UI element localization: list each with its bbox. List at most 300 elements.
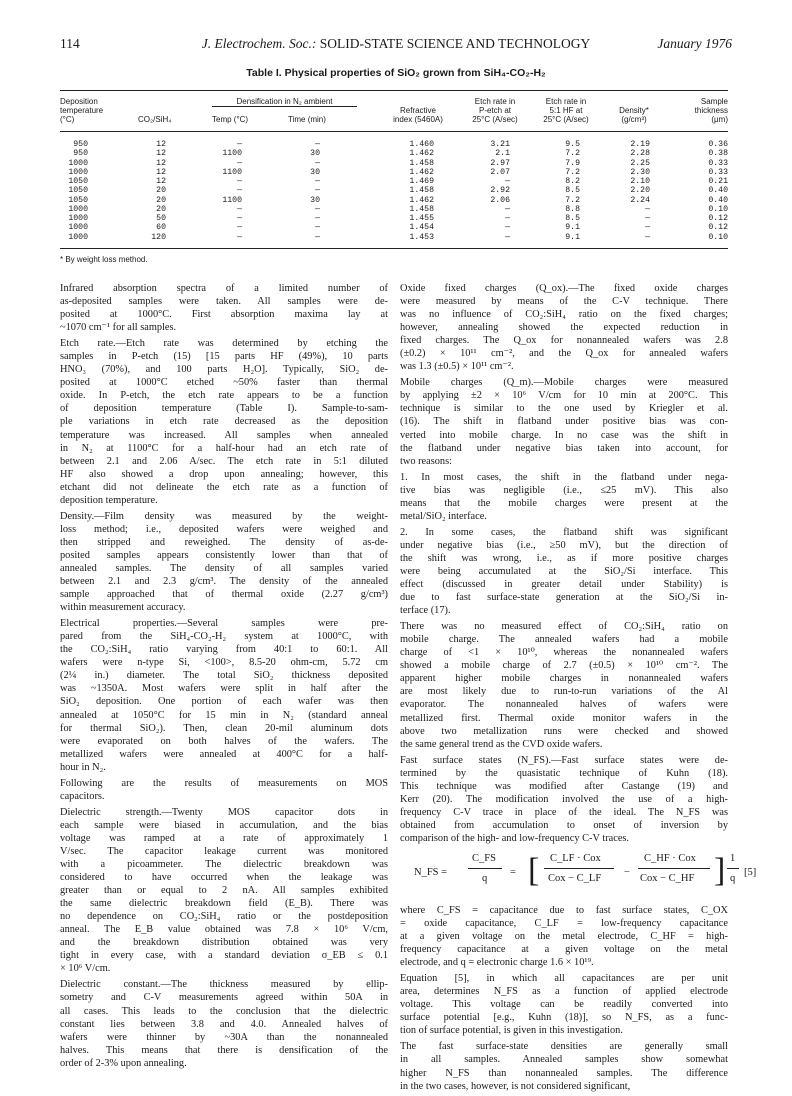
text-line: oxide. In P-etch, the etch rate appears to be a function [60, 390, 388, 402]
text-line: in the two cases, however, is not considered significant, [400, 1080, 631, 1092]
equation-minus: − [624, 866, 630, 878]
text-line: greater than or equal to 2 nA. All samples exhibited [60, 885, 388, 897]
text-line: was no influence of CO₂:SiH₄ ratio on the fixed charges; [400, 309, 728, 321]
text-line: was 1.3 (±0.5) × 10¹¹ cm⁻². [400, 361, 514, 373]
text-line: frequency C-V trace in place of the ideal. The N_FS was [400, 806, 728, 818]
text-line: and the breakdown distribution obtained was very [60, 937, 388, 949]
text-line: terface (17). [400, 605, 451, 617]
text-line: obtained from accumulation to onset of inversion by [400, 819, 728, 831]
text-line: SiO₂ deposition. One portion of each wafer was then [60, 696, 388, 708]
text-line: tight in every case, with a standard deviation σ_EB ≤ 0.1 [60, 950, 388, 962]
column-header-line: Sample [700, 97, 728, 106]
text-line: There was no measured effect of CO₂:SiH₄ ratio on [400, 621, 728, 633]
text-line: Dielectric constant.—The thickness measured by ellip- [60, 979, 388, 991]
table-cell: 60 [156, 223, 166, 233]
paragraph [400, 904, 728, 969]
table-row [60, 159, 728, 168]
column-header-line: Etch rate in [545, 97, 587, 106]
text-line: each sample were biased in accumulation, and the bias [60, 819, 388, 831]
text-line: HNO₃ (70%), and 100 parts H₂O]. Typically, SiO₂ de- [60, 364, 388, 376]
table-cell: — [505, 177, 510, 186]
journal-name: J. Electrochem. Soc.: [201, 36, 317, 51]
text-line: (16). The shift in flatband under positive bias was con- [400, 416, 728, 428]
table-cell: 2.1 [495, 149, 510, 159]
text-line: of deposition temperature (Table I). Sample-to-sam- [60, 403, 388, 415]
equation-left-bracket: [ [528, 851, 540, 889]
table-cell: — [237, 204, 242, 214]
table-footnote: * By weight loss method. [60, 255, 148, 264]
table-cell: 0.10 [708, 204, 728, 214]
table-cell: — [315, 177, 320, 186]
table-cell: 12 [156, 177, 166, 186]
table-cell: 1.455 [409, 214, 434, 223]
text-line: then stripped and reweighed. The density of as-de- [60, 536, 388, 548]
table-cell: 1.469 [409, 177, 434, 186]
table-row [60, 214, 728, 223]
equation-equals: = [510, 866, 516, 878]
column-header-line: Temp (°C) [212, 115, 249, 124]
table-cell: — [315, 232, 320, 242]
running-head [60, 36, 732, 58]
column-header-line: 25°C (A/sec) [472, 115, 518, 124]
text-line: sometry and C-V measurements agreed within 50A in [60, 992, 388, 1004]
column-header-line: Etch rate in [474, 97, 516, 106]
equation-q: q [482, 872, 488, 884]
column-header-line: 25°C (A/sec) [543, 115, 589, 124]
table-cell: 7.2 [565, 195, 580, 205]
text-line: Equation [5], in which all capacitances are per unit [400, 973, 728, 985]
text-line: metallized wafers were annealed at 400°C for a half- [60, 748, 388, 760]
text-line: voltage was ramped at a rate of approximately 1 [60, 832, 388, 844]
paragraph [400, 972, 728, 1037]
text-line: tive bias was negligible (i.e., ≤25 mV). This also [400, 484, 728, 496]
equation-lhs: N_FS = [414, 866, 448, 878]
table-cell: 8.5 [565, 214, 580, 223]
text-line: considered to have occurred when the leakage was [60, 872, 388, 884]
table-cell: 1100 [222, 149, 242, 159]
right-column [400, 282, 757, 1096]
equation-fraction-rule [727, 868, 739, 869]
densification-span-rule [212, 106, 357, 107]
journal-title [60, 36, 732, 52]
text-line: The fast surface-state densities are generally small [400, 1041, 728, 1053]
text-line: deposition temperature. [60, 494, 158, 506]
table-cell: 120 [151, 232, 166, 242]
text-line: HF also showed a drop upon annealing; however, this [60, 468, 388, 480]
table-cell: 2.10 [630, 177, 650, 186]
text-line: comparison of the high- and low-frequency C-V traces. [400, 832, 630, 844]
equation-fraction-rule [638, 868, 710, 869]
text-line: samples in P-etch (15) [15 parts HF (49%), 10 parts [60, 351, 388, 363]
table-cell: 12 [156, 149, 166, 159]
column-header-line: (g/cm³) [621, 115, 647, 124]
table-cell: 2.97 [490, 158, 510, 168]
table-cell: 0.38 [708, 149, 728, 159]
table-body [60, 132, 728, 248]
table-cell: — [237, 186, 242, 196]
text-line: ple variations in etch rate decreased as the deposition [60, 416, 388, 428]
table-cell: 1050 [68, 177, 88, 186]
paragraph [60, 978, 388, 1069]
text-line: evaporator. The nonannealed halves of wafers were [400, 699, 728, 711]
text-line: capacitors. [60, 790, 105, 802]
table-cell: 20 [156, 195, 166, 205]
text-line: was ~1350A. Most wafers were split in half after the [60, 683, 388, 695]
text-line: etchant did not delineate the etch rate as a function of [60, 481, 388, 493]
text-line: loss method; i.e., deposited wafers were weighed and [60, 523, 388, 535]
column-header-line: temperature [60, 106, 104, 115]
table-cell: 8.8 [565, 204, 580, 214]
table-cell: 2.92 [490, 186, 510, 196]
table-cell: 1.458 [409, 204, 434, 214]
table-cell: — [505, 204, 510, 214]
text-line: the same general trend as the CVD oxide wafers. [400, 738, 603, 750]
equation-den1: Cox − C_LF [548, 872, 602, 884]
text-line: hour in N₂. [60, 761, 106, 773]
table-cell: 0.36 [708, 140, 728, 149]
text-line: wafers were n-type Si, <100>, 8.5-20 ohm-cm, 5.72 cm [60, 657, 388, 669]
table-row [60, 186, 728, 195]
text-line: Kerr (20). The modification involved the use of a high- [400, 793, 728, 805]
text-line: in N₂ at 1100°C for a half-hour had an etch rate of [60, 442, 388, 454]
table-cell: 2.19 [630, 140, 650, 149]
text-line: were evaporated on both halves of the wafers. The [60, 735, 388, 747]
table-cell: 12 [156, 167, 166, 177]
text-line: Fast surface states (N_FS).—Fast surface states were de- [400, 754, 728, 766]
column-header-thickness [660, 97, 728, 124]
equation-q2: q [730, 872, 736, 884]
table-cell: 50 [156, 214, 166, 223]
text-line: (±0.2) × 10¹¹ cm⁻², and the Q_ox for annealed wafers [400, 348, 728, 360]
text-line: pared from the SiH₄-CO₂-H₂ system at 1000°C, with [60, 631, 388, 643]
text-line: Etch rate.—Etch rate was determined by etching the [60, 338, 388, 350]
table-cell: — [505, 232, 510, 242]
page-number: 114 [60, 36, 80, 51]
text-line: Infrared absorption spectra of a limited number of [60, 283, 388, 294]
table-cell: 1000 [68, 232, 88, 242]
text-line: anneal. The E_B value obtained was 7.8 × 10⁶ V/cm, [60, 924, 388, 936]
table-row [60, 177, 728, 186]
table-cell: 1000 [68, 214, 88, 223]
column-header-densification-group [212, 97, 357, 106]
table-cell: — [505, 214, 510, 223]
table-cell: — [315, 214, 320, 223]
column-header-line: P-etch at [478, 106, 511, 115]
paragraph [400, 471, 728, 523]
table-cell: 1.462 [409, 195, 434, 205]
table-cell: 1000 [68, 158, 88, 168]
table-cell: — [237, 214, 242, 223]
text-line: posited at 1000°C etched ~50% faster than thermal [60, 377, 388, 389]
table-cell: 1.454 [409, 223, 434, 233]
text-line: under negative bias (i.e., ≥50 mV), but the direction of [400, 539, 728, 551]
paragraph [400, 620, 728, 750]
table-cell: 950 [73, 140, 88, 149]
table-cell: 7.9 [565, 158, 580, 168]
text-line: where C_FS = capacitance due to fast surface states, C_OX [400, 904, 728, 916]
text-line: surface potential [e.g., Kuhn (18)], so N_FS, as a func- [400, 1012, 728, 1024]
text-line: frequency capacitance at a given voltage on the metal [400, 944, 728, 956]
table-cell: 1100 [222, 167, 242, 177]
table-row [60, 149, 728, 158]
text-line: = oxide capacitance, C_LF = low-frequency capacitance [400, 918, 728, 930]
table-row [60, 168, 728, 177]
column-header-dens-time [288, 115, 348, 124]
column-header-ratio [138, 115, 188, 124]
table-cell: 30 [310, 195, 320, 205]
table-row [60, 223, 728, 232]
text-line: as-deposited samples were taken. All samples were de- [60, 296, 388, 308]
table-cell: 12 [156, 140, 166, 149]
text-line: × 10⁶ V/cm. [60, 963, 111, 975]
text-line: no dependence on CO₂:SiH₄ ratio or the postdeposition [60, 911, 388, 923]
table-cell: 2.24 [630, 195, 650, 205]
text-line: are most likely due to run-to-run variations of the Al [400, 686, 728, 698]
text-line: tion of surface potential, is given in this investigation. [400, 1025, 623, 1037]
text-line: between 2.1 and 2.3 g/cm³. The density of the annealed [60, 576, 388, 588]
text-line: the CO₂:SiH₄ ratio varying from 40:1 to 60:1. All [60, 644, 388, 656]
table-cell: 1000 [68, 167, 88, 177]
equation-num1: C_LF · Cox [550, 852, 601, 864]
text-line: all cases. This leads to the conclusion that the dielectric [60, 1005, 388, 1017]
table-cell: 8.5 [565, 186, 580, 196]
text-line: posited samples appears consistently lower than that of [60, 549, 388, 561]
text-line: higher N_FS than nonannealed samples. The difference [400, 1067, 728, 1079]
table-cell: — [645, 214, 650, 223]
equation-5 [400, 848, 757, 900]
properties-table [60, 90, 728, 249]
table-cell: 7.2 [565, 149, 580, 159]
paragraph [60, 510, 388, 614]
table-cell: 0.10 [708, 232, 728, 242]
equation-fraction-rule [468, 868, 502, 869]
table-row [60, 205, 728, 214]
table-cell: 30 [310, 149, 320, 159]
column-header-line: (°C) [60, 115, 75, 124]
table-cell: 1050 [68, 186, 88, 196]
column-header-density [604, 106, 664, 124]
paragraph [400, 1040, 728, 1092]
text-line: ~1070 cm⁻¹ for all samples. [60, 322, 177, 334]
table-cell: 2.28 [630, 149, 650, 159]
paragraph [60, 617, 388, 774]
text-line: however, annealing showed the expected reduction in [400, 322, 728, 334]
text-line: within measurement accuracy. [60, 602, 186, 614]
paragraph [60, 777, 388, 803]
text-line: halves. This means that there is densification of the [60, 1044, 388, 1056]
equation-num2: C_HF · Cox [644, 852, 696, 864]
paragraph [400, 754, 728, 845]
paragraph [400, 376, 728, 467]
journal-section: SOLID-STATE SCIENCE AND TECHNOLOGY [319, 36, 591, 51]
table-cell: — [315, 204, 320, 214]
text-line: effect (discussed in greater detail under Stability) is [400, 579, 728, 591]
text-line: sample approached that of thermal oxide (2.27 g/cm³) [60, 589, 388, 601]
table-cell: 9.1 [565, 232, 580, 242]
column-header-line: index (5460A) [393, 115, 443, 124]
text-line: by applying ±2 × 10⁶ V/cm for 10 min at 200°C. This [400, 390, 728, 402]
text-line: Electrical properties.—Several samples were pre- [60, 618, 388, 630]
column-header-line: Deposition [60, 97, 98, 106]
equation-cfs: C_FS [472, 852, 496, 864]
text-line: the flatband under negative bias taken into account, for [400, 442, 728, 454]
column-header-line: Density* [619, 106, 649, 115]
text-line: Oxide fixed charges (Q_ox).—The fixed oxide charges [400, 283, 728, 294]
column-header-line: CO₂/SiH₄ [138, 115, 172, 124]
text-line: means that the mobile charges were present at the [400, 497, 728, 509]
text-line: annealed at 1050°C for 15 min in N₂ (standard anneal [60, 709, 388, 721]
table-cell: 1.458 [409, 186, 434, 196]
text-line: were measured by means of the C-V technique. There [400, 296, 728, 308]
text-line: at a given voltage on the metal electrode, C_HF = high- [400, 931, 728, 943]
text-line: for thermal SiO₂). Then, clean 20-mil aluminum dots [60, 722, 388, 734]
text-line: showed a mobile charge of 2.7 (±0.5) × 10¹⁰ cm⁻². The [400, 660, 728, 672]
text-line: posited at 1000°C. First absorption maxima lay at [60, 309, 388, 321]
text-line: V/sec. The capacitor leakage current was monitored [60, 845, 388, 857]
paragraph [60, 282, 388, 334]
table-cell: 0.40 [708, 195, 728, 205]
table-cell: — [315, 158, 320, 168]
text-line: electrode, and q = electronic charge 1.6 × 10¹⁹. [400, 957, 594, 969]
table-cell: 1.462 [409, 149, 434, 159]
equation-right-bracket: ] [714, 851, 726, 889]
table-cell: 2.06 [490, 195, 510, 205]
text-line: between 2.1 and 2.06 A/sec. The etch rate in 5:1 diluted [60, 455, 388, 467]
table-cell: — [315, 186, 320, 196]
column-header-hf [526, 97, 606, 124]
column-header-line: thickness [694, 106, 728, 115]
text-line: with a picoammeter. The dielectric breakdown was [60, 859, 388, 871]
table-cell: — [237, 140, 242, 149]
table-cell: 3.21 [490, 140, 510, 149]
table-cell: 20 [156, 204, 166, 214]
issue-date: January 1976 [657, 36, 732, 51]
table-row [60, 196, 728, 205]
text-line: in all samples. Annealed samples show somewhat [400, 1054, 728, 1066]
text-line: wafers were thinner by ~30A than the nonannealed [60, 1031, 388, 1043]
column-header-line: Densification in N₂ ambient [236, 97, 333, 106]
column-header-refractive [378, 106, 458, 124]
text-line: the shift was wrong, i.e., as if more positive charges [400, 552, 728, 564]
table-cell: 1100 [222, 195, 242, 205]
text-line: This technique was modified after Castange (19) and [400, 780, 728, 792]
text-line: area, determines N_FS as a function of applied electrode [400, 986, 728, 998]
right-column-bottom [400, 904, 728, 1093]
text-line: technique is similar to the one used by Kriegler et al. [400, 403, 728, 415]
column-header-line: 5:1 HF at [549, 106, 583, 115]
table-cell: — [315, 223, 320, 233]
table-cell: 9.1 [565, 223, 580, 233]
text-line: verted into mobile charge. In no case was the shift in [400, 429, 728, 441]
text-line: metal/SiO₂ interface. [400, 510, 487, 522]
table-cell: — [645, 232, 650, 242]
text-line: annealed samples. The density of all samples varied [60, 562, 388, 574]
text-line: temperature was increased. All samples when annealed [60, 429, 388, 441]
table-cell: — [645, 223, 650, 233]
table-cell: 0.12 [708, 223, 728, 233]
text-line: voltage. This voltage can be readily converted into [400, 999, 728, 1011]
text-line: Dielectric strength.—Twenty MOS capacitor dots in [60, 806, 388, 818]
paragraph [400, 282, 728, 373]
text-line: mobile charge. The annealed wafers had a mobile [400, 634, 728, 646]
text-line: Mobile charges (Q_m).—Mobile charges were measured [400, 377, 728, 389]
text-line: Following are the results of measurements on MOS [60, 777, 388, 789]
text-line: order of 2-3% upon annealing. [60, 1057, 187, 1069]
table-cell: — [237, 158, 242, 168]
text-line: (2¼ in.) diameter. The total SiO₂ thickness deposited [60, 670, 388, 682]
text-line: metallized first. Thermal oxide monitor wafers in the [400, 712, 728, 724]
table-cell: 0.33 [708, 167, 728, 177]
table-bottom-rule [60, 248, 728, 249]
table-cell: 12 [156, 158, 166, 168]
text-line: Density.—Film density was measured by the weight- [60, 510, 388, 522]
equation-den2: Cox − C_HF [640, 872, 695, 884]
text-line: above two metallization runs were checked and showed [400, 725, 728, 737]
left-column [60, 282, 388, 1073]
table-cell: 1000 [68, 223, 88, 233]
paragraph [60, 337, 388, 507]
text-line: 1. In most cases, the shift in the flatband under nega- [400, 471, 728, 483]
column-header-line: (μm) [711, 115, 728, 124]
text-line: were being accumulated at the SiO₂/Si interface. This [400, 565, 728, 577]
table-cell: — [645, 204, 650, 214]
table-cell: 1.458 [409, 158, 434, 168]
table-cell: 2.30 [630, 167, 650, 177]
column-header-line: Time (min) [288, 115, 326, 124]
table-cell: 2.25 [630, 158, 650, 168]
table-cell: 0.21 [708, 177, 728, 186]
equation-one: 1 [730, 852, 736, 864]
paragraph [60, 806, 388, 976]
table-cell: 950 [73, 149, 88, 159]
text-line: 2. In some cases, the flatband shift was significant [400, 526, 728, 538]
column-header-dens-temp [212, 115, 272, 124]
table-cell: 30 [310, 167, 320, 177]
table-cell: — [315, 140, 320, 149]
column-header-petch [455, 97, 535, 124]
table-cell: 7.2 [565, 167, 580, 177]
table-cell: 2.20 [630, 186, 650, 196]
text-line: the same dielectric breakdown field (E_B). There was [60, 898, 388, 910]
column-header-deposition-temp [60, 97, 130, 124]
table-cell: 0.33 [708, 158, 728, 168]
text-line: due to fast surface-state generation at the SiO₂/Si in- [400, 592, 728, 604]
table-cell: 1050 [68, 195, 88, 205]
table-cell: 8.2 [565, 177, 580, 186]
text-line: two reasons: [400, 455, 452, 467]
table-cell: 1.453 [409, 232, 434, 242]
table-row [60, 140, 728, 149]
text-line: constant lies between 3.8 and 4.0. Annealed halves of [60, 1018, 388, 1030]
table-cell: 1.460 [409, 140, 434, 149]
text-line: apparent higher mobile charges in nonannealed wafers [400, 673, 728, 685]
table-cell: 9.5 [565, 140, 580, 149]
paragraph [400, 526, 728, 617]
table-cell: 1.462 [409, 167, 434, 177]
table-caption: Table I. Physical properties of SiO₂ grown from SiH₄-CO₂-H₂ [246, 67, 546, 79]
table-cell: — [237, 232, 242, 242]
table-row [60, 233, 728, 242]
equation-fraction-rule [544, 868, 614, 869]
table-cell: 1000 [68, 204, 88, 214]
column-header-line: Refractive [399, 106, 436, 115]
table-cell: — [237, 223, 242, 233]
table-cell: 0.40 [708, 186, 728, 196]
table-cell: — [237, 177, 242, 186]
text-line: charge of <1 × 10¹⁰, whereas the nonannealed wafers [400, 647, 728, 659]
table-header [60, 91, 728, 131]
text-line: fixed charges. The Q_ox for nonannealed wafers was 2.8 [400, 335, 728, 347]
